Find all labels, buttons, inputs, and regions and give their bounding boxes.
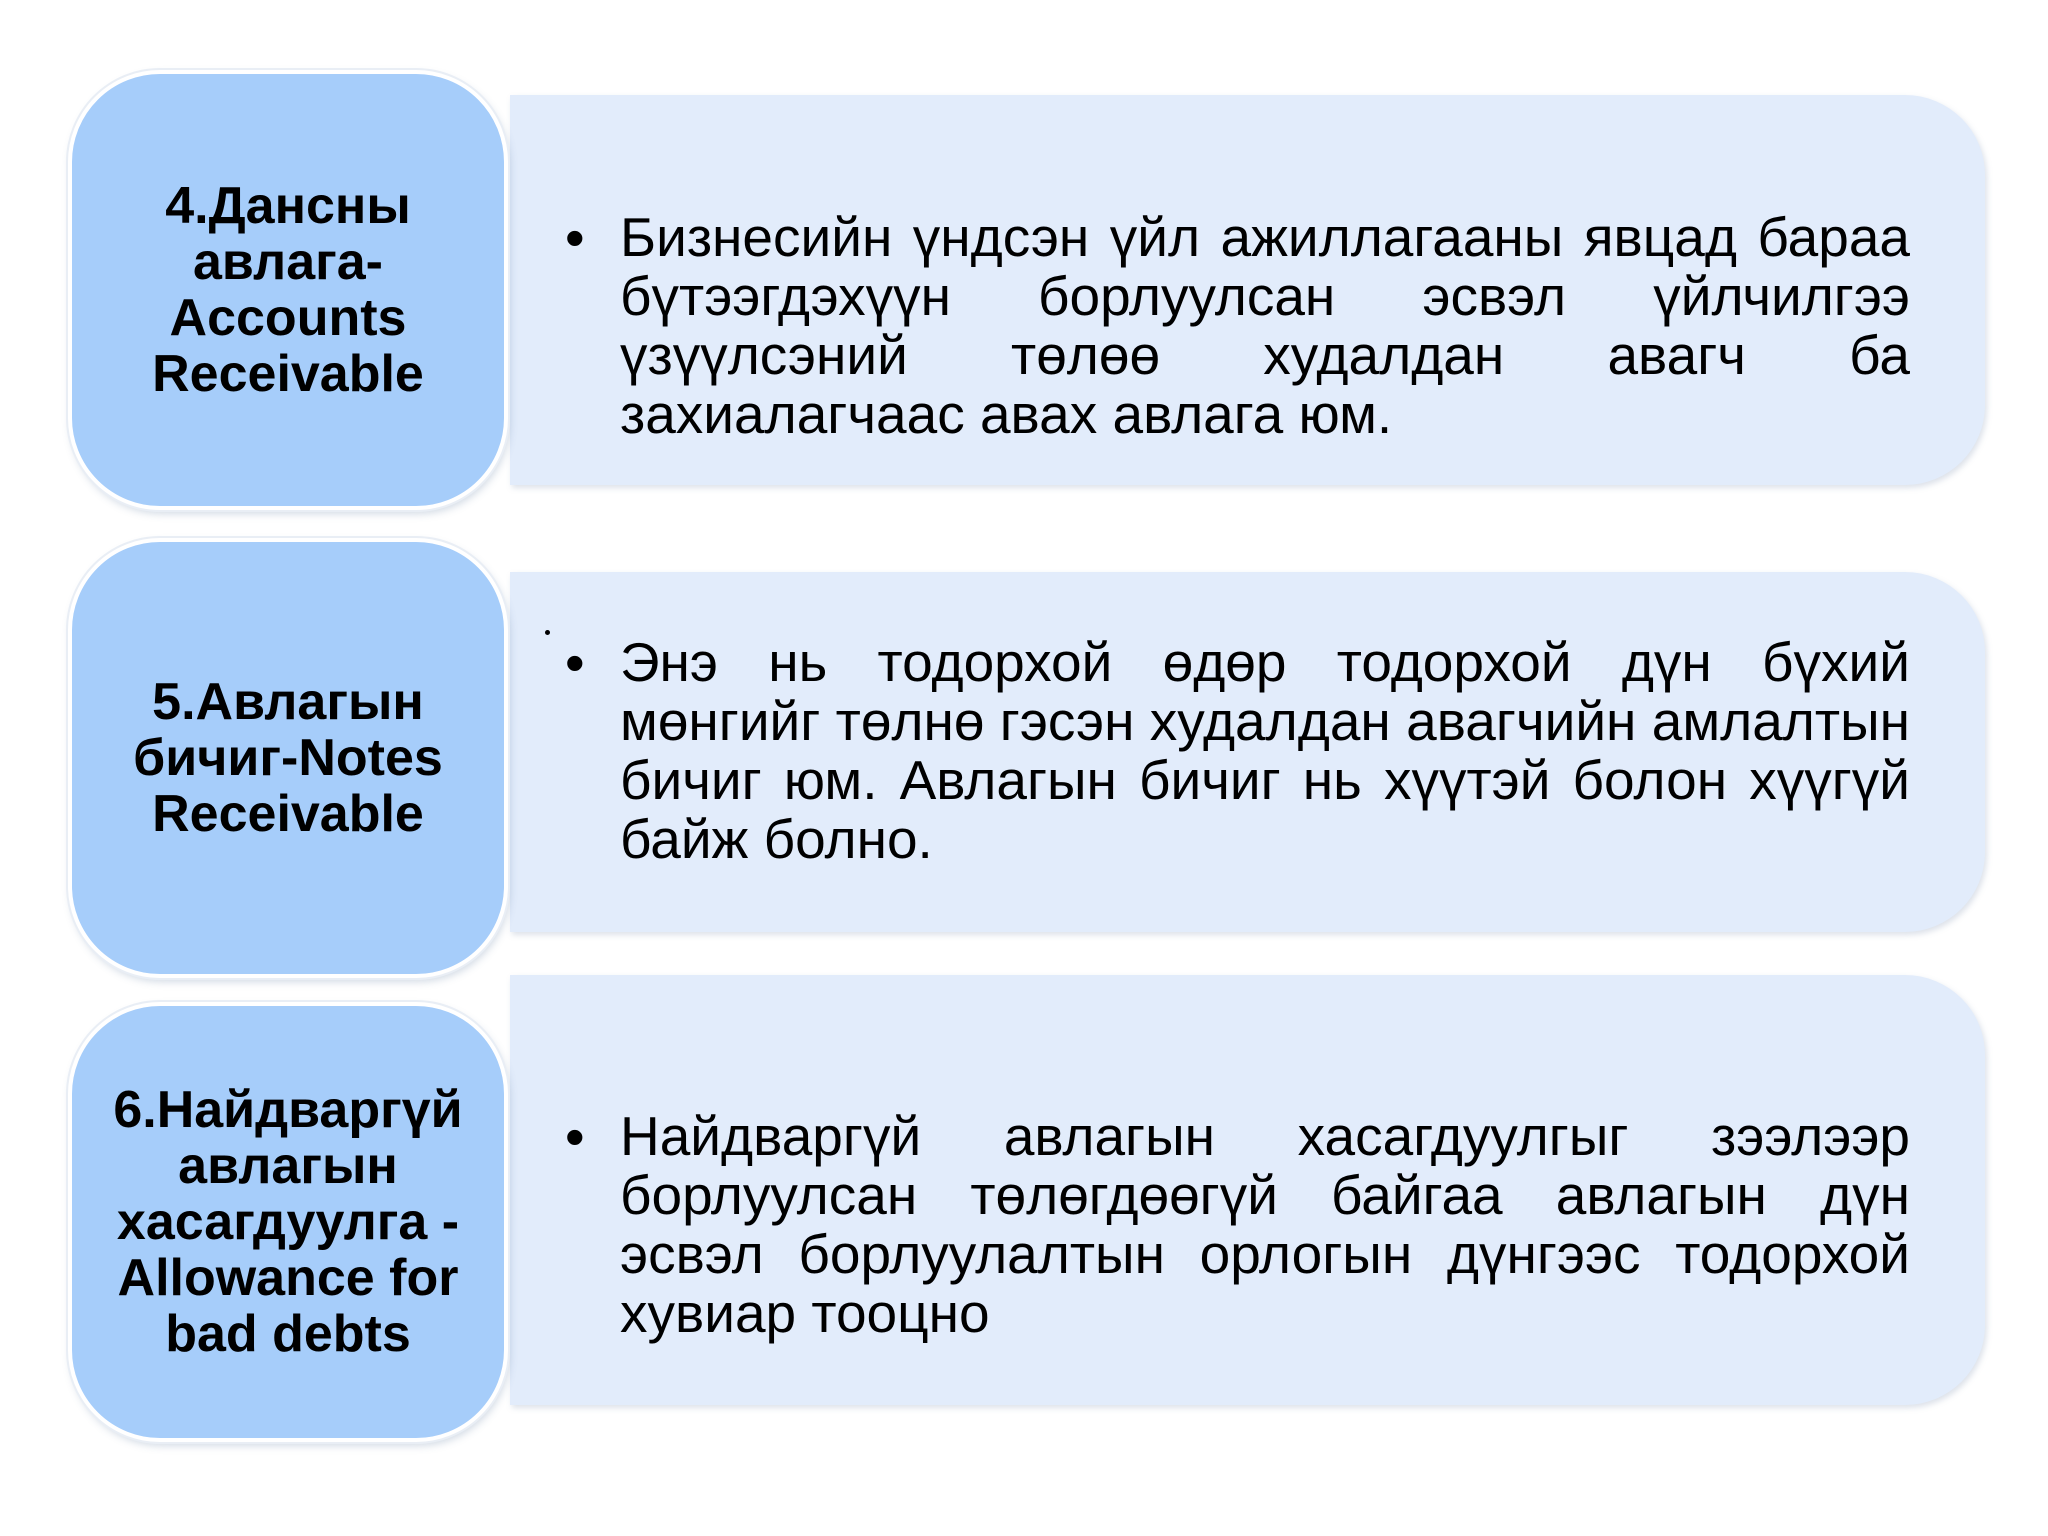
label-box-1 [68, 70, 508, 510]
label-text-3: 6.Найдваргүй авлагын хасагдуулга - Allowance for bad debts [113, 1081, 463, 1363]
label-text-1: 4.Дансны авлага- Accounts Receivable [152, 177, 424, 403]
bullet-2: • [565, 631, 585, 694]
label-box-3 [68, 1002, 508, 1442]
label-text-2: 5.Авлагын бичиг-Notes Receivable [133, 673, 443, 843]
description-text-1: Бизнесийн үндсэн үйл ажиллагааны явцад бараа бүтээгдэхүүн борлуулсан эсвэл үйлчилгээ үзүүлсэний төлөө худалдан авагч ба захиалагчаас авах авлага юм. [620, 206, 1910, 445]
stray-dot [545, 630, 550, 635]
description-1 [565, 208, 1910, 444]
description-3 [565, 1107, 1910, 1343]
bullet-3: • [565, 1105, 585, 1168]
description-text-3: Найдваргүй авлагын хасагдуулгыг зээлээр борлуулсан төлөгдөөгүй байгаа авлагын дүн эсвэл борлуулалтын орлогын дүнгээс тодорхой хувиар тооцно [620, 1105, 1910, 1344]
bullet-1: • [565, 206, 585, 269]
description-text-2: Энэ нь тодорхой өдөр тодорхой дүн бүхий мөнгийг төлнө гэсэн худалдан авагчийн амлалтын бичиг юм. Авлагын бичиг нь хүүтэй болон хүүгүй байж болно. [620, 631, 1910, 870]
label-box-2 [68, 538, 508, 978]
description-2 [565, 633, 1910, 869]
